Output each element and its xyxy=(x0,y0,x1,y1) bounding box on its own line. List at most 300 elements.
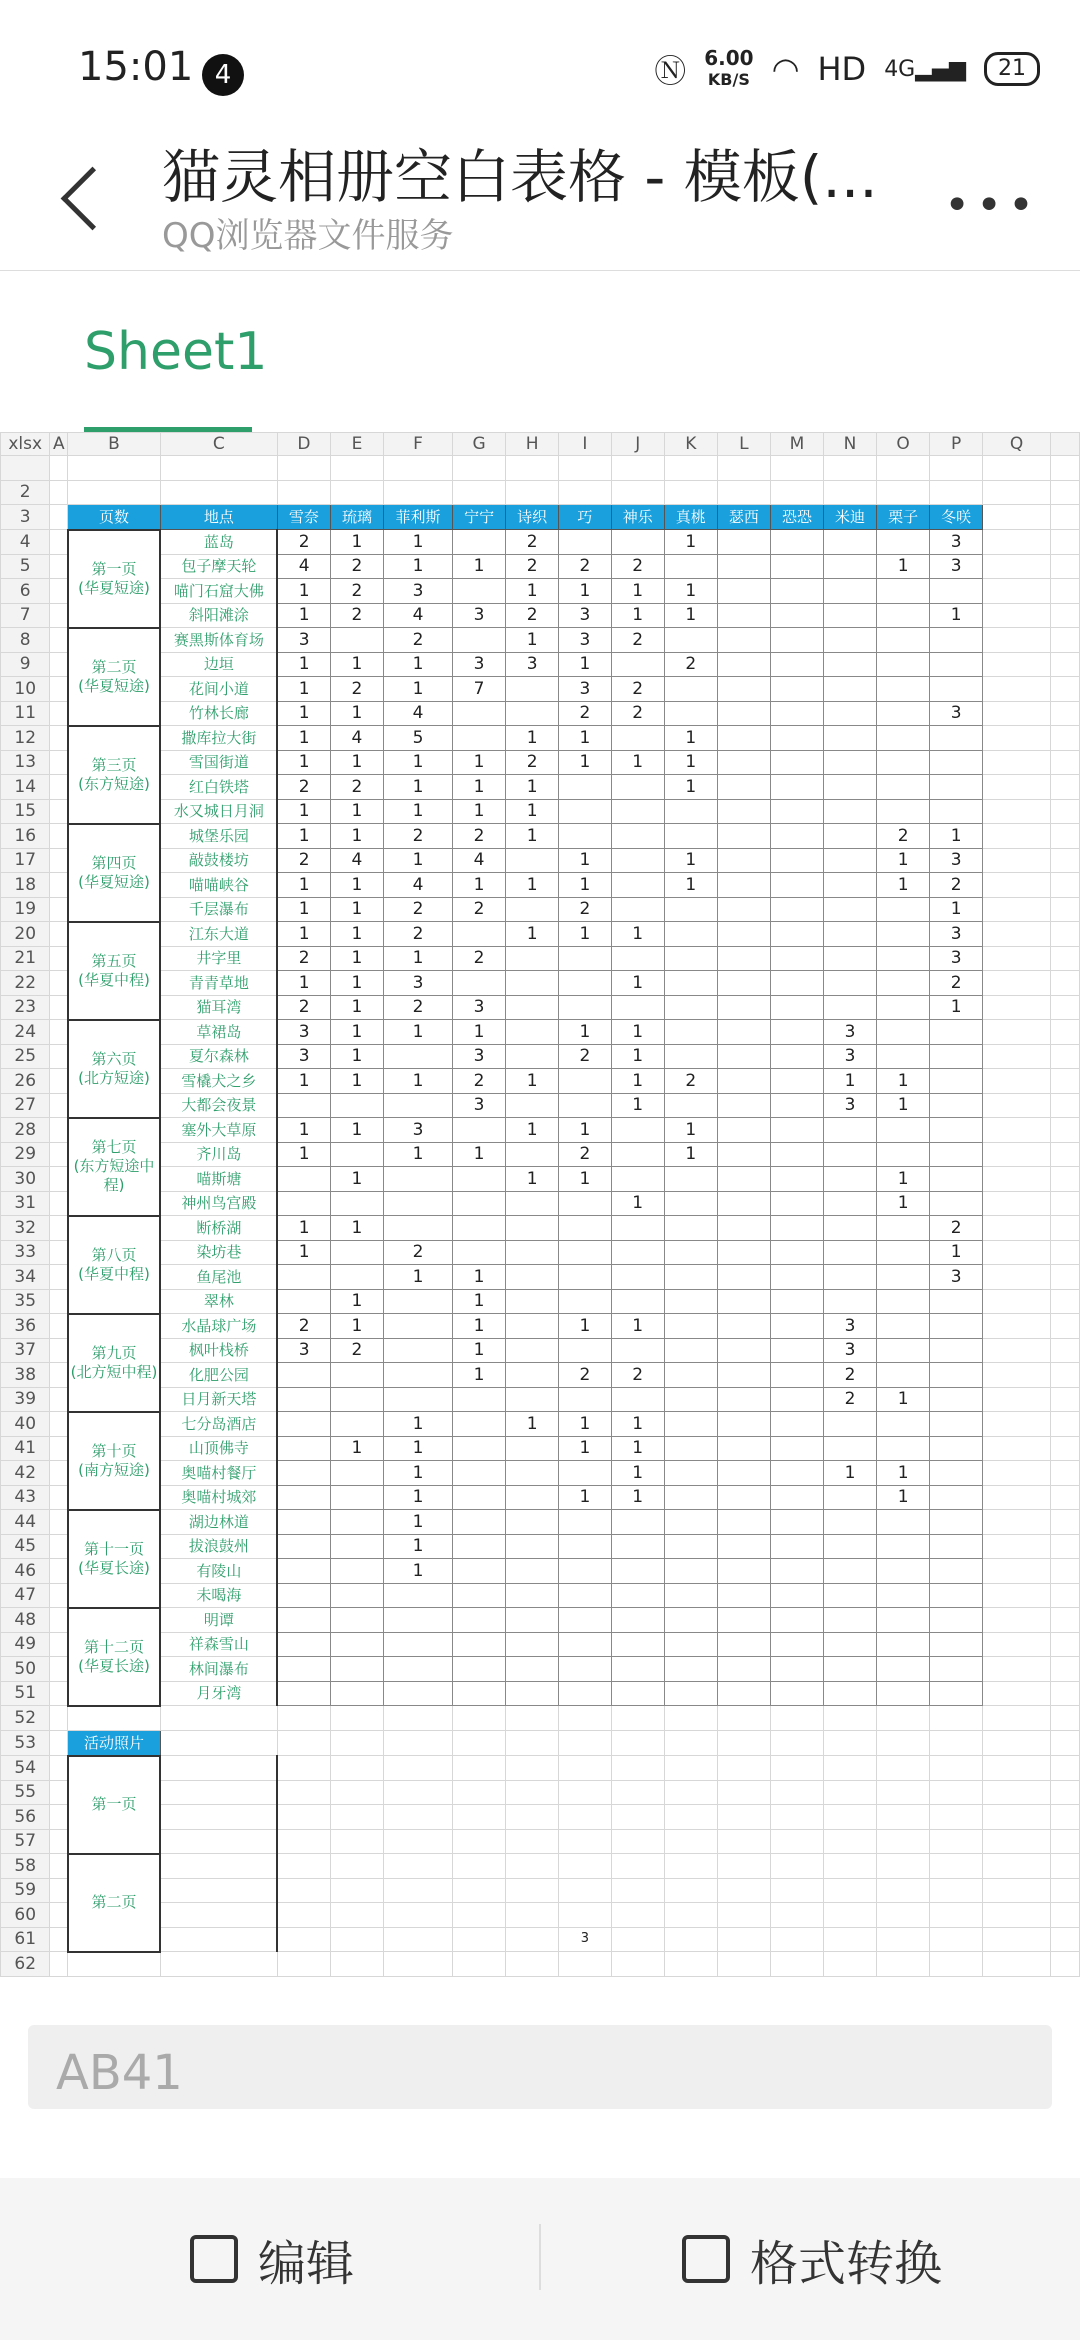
cell[interactable] xyxy=(383,1952,452,1977)
activity-photos-header[interactable]: 活动照片 xyxy=(68,1731,161,1756)
value-cell[interactable] xyxy=(559,1608,611,1633)
cell[interactable] xyxy=(1051,848,1080,873)
cell[interactable] xyxy=(160,1780,277,1805)
value-cell[interactable] xyxy=(823,775,876,800)
value-cell[interactable]: 1 xyxy=(611,1412,664,1437)
column-header[interactable]: J xyxy=(611,433,664,456)
location-cell[interactable]: 大都会夜景 xyxy=(160,1093,277,1118)
cell[interactable] xyxy=(559,1706,611,1731)
value-cell[interactable] xyxy=(277,1265,330,1290)
cell[interactable] xyxy=(68,1952,161,1977)
value-cell[interactable] xyxy=(559,1289,611,1314)
value-cell[interactable] xyxy=(559,1387,611,1412)
value-cell[interactable] xyxy=(383,1632,452,1657)
cell[interactable] xyxy=(50,1363,68,1388)
column-header[interactable]: Q xyxy=(983,433,1051,456)
value-cell[interactable] xyxy=(611,799,664,824)
value-cell[interactable] xyxy=(559,1338,611,1363)
column-header[interactable]: xlsx xyxy=(1,433,50,456)
cell-reference-box[interactable] xyxy=(28,2025,1052,2109)
cell[interactable] xyxy=(330,480,383,505)
value-cell[interactable]: 1 xyxy=(277,824,330,849)
value-cell[interactable]: 1 xyxy=(330,873,383,898)
value-cell[interactable] xyxy=(877,1338,930,1363)
cell[interactable] xyxy=(160,1731,277,1756)
value-cell[interactable] xyxy=(877,1142,930,1167)
back-arrow-icon[interactable] xyxy=(61,167,125,231)
value-cell[interactable] xyxy=(506,1510,559,1535)
value-cell[interactable]: 3 xyxy=(930,1265,983,1290)
cell[interactable] xyxy=(1051,1854,1080,1879)
value-cell[interactable]: 1 xyxy=(611,1485,664,1510)
cell[interactable] xyxy=(330,1731,383,1756)
cell[interactable] xyxy=(983,1020,1051,1045)
row-number[interactable]: 36 xyxy=(1,1314,50,1339)
row-number[interactable]: 3 xyxy=(1,505,50,530)
cell[interactable] xyxy=(50,1583,68,1608)
value-cell[interactable] xyxy=(823,1632,876,1657)
cell[interactable] xyxy=(930,1903,983,1928)
value-cell[interactable] xyxy=(717,799,770,824)
value-cell[interactable]: 2 xyxy=(330,1338,383,1363)
cell[interactable] xyxy=(983,1069,1051,1094)
value-cell[interactable] xyxy=(717,701,770,726)
value-cell[interactable] xyxy=(717,775,770,800)
value-cell[interactable] xyxy=(506,1265,559,1290)
value-cell[interactable] xyxy=(823,873,876,898)
location-cell[interactable]: 喵门石窟大佛 xyxy=(160,579,277,604)
row-number[interactable]: 22 xyxy=(1,971,50,996)
cell[interactable] xyxy=(506,1927,559,1952)
cell[interactable] xyxy=(611,1878,664,1903)
row-number[interactable]: 41 xyxy=(1,1436,50,1461)
cell[interactable] xyxy=(50,554,68,579)
cell[interactable] xyxy=(453,480,506,505)
value-cell[interactable] xyxy=(877,1608,930,1633)
cell[interactable] xyxy=(453,1731,506,1756)
value-cell[interactable] xyxy=(717,1534,770,1559)
value-cell[interactable] xyxy=(330,1363,383,1388)
value-cell[interactable]: 2 xyxy=(383,1240,452,1265)
value-cell[interactable] xyxy=(611,1387,664,1412)
value-cell[interactable] xyxy=(930,1314,983,1339)
value-cell[interactable] xyxy=(330,1681,383,1706)
value-cell[interactable]: 5 xyxy=(383,726,452,751)
cell[interactable] xyxy=(877,1829,930,1854)
cell[interactable] xyxy=(823,1903,876,1928)
page-group-label[interactable]: 第十一页 (华夏长途) xyxy=(68,1510,161,1608)
value-cell[interactable] xyxy=(506,848,559,873)
value-cell[interactable] xyxy=(930,726,983,751)
value-cell[interactable] xyxy=(717,677,770,702)
cell[interactable] xyxy=(277,1756,330,1781)
value-cell[interactable] xyxy=(877,1657,930,1682)
row-number[interactable]: 56 xyxy=(1,1805,50,1830)
value-cell[interactable]: 3 xyxy=(453,603,506,628)
value-cell[interactable] xyxy=(823,701,876,726)
value-cell[interactable] xyxy=(611,824,664,849)
cell[interactable] xyxy=(983,603,1051,628)
cell[interactable] xyxy=(50,1485,68,1510)
value-cell[interactable] xyxy=(930,1632,983,1657)
value-cell[interactable]: 1 xyxy=(559,922,611,947)
value-cell[interactable] xyxy=(664,1632,717,1657)
cell[interactable] xyxy=(1051,1485,1080,1510)
cell[interactable] xyxy=(1051,1363,1080,1388)
cell[interactable] xyxy=(453,1927,506,1952)
cell[interactable] xyxy=(160,1829,277,1854)
value-cell[interactable]: 1 xyxy=(383,1510,452,1535)
value-cell[interactable] xyxy=(559,1069,611,1094)
cell[interactable] xyxy=(50,995,68,1020)
location-cell[interactable]: 千层瀑布 xyxy=(160,897,277,922)
cell[interactable] xyxy=(664,1756,717,1781)
value-cell[interactable]: 1 xyxy=(611,922,664,947)
value-cell[interactable]: 1 xyxy=(277,701,330,726)
value-cell[interactable]: 2 xyxy=(453,946,506,971)
value-cell[interactable] xyxy=(823,848,876,873)
value-cell[interactable] xyxy=(330,1142,383,1167)
cell[interactable] xyxy=(770,1756,823,1781)
value-cell[interactable]: 1 xyxy=(559,579,611,604)
value-cell[interactable]: 1 xyxy=(664,579,717,604)
value-cell[interactable] xyxy=(506,1289,559,1314)
column-title[interactable]: 米迪 xyxy=(823,505,876,530)
value-cell[interactable] xyxy=(877,677,930,702)
value-cell[interactable] xyxy=(877,1044,930,1069)
value-cell[interactable] xyxy=(664,1289,717,1314)
value-cell[interactable] xyxy=(770,726,823,751)
location-cell[interactable]: 奥喵村城郊 xyxy=(160,1485,277,1510)
cell[interactable] xyxy=(559,1731,611,1756)
location-cell[interactable]: 拔浪鼓州 xyxy=(160,1534,277,1559)
cell[interactable] xyxy=(770,1829,823,1854)
value-cell[interactable] xyxy=(770,1020,823,1045)
value-cell[interactable] xyxy=(717,628,770,653)
cell[interactable] xyxy=(160,1854,277,1879)
cell[interactable] xyxy=(383,1756,452,1781)
value-cell[interactable] xyxy=(664,1216,717,1241)
column-title[interactable]: 雪奈 xyxy=(277,505,330,530)
value-cell[interactable] xyxy=(506,1142,559,1167)
value-cell[interactable] xyxy=(717,1583,770,1608)
value-cell[interactable]: 1 xyxy=(453,1020,506,1045)
cell[interactable] xyxy=(983,1142,1051,1167)
value-cell[interactable]: 3 xyxy=(559,677,611,702)
value-cell[interactable] xyxy=(453,1510,506,1535)
cell[interactable] xyxy=(983,726,1051,751)
value-cell[interactable] xyxy=(664,1485,717,1510)
cell[interactable] xyxy=(50,775,68,800)
cell[interactable] xyxy=(983,1534,1051,1559)
value-cell[interactable] xyxy=(930,1657,983,1682)
value-cell[interactable]: 1 xyxy=(877,1387,930,1412)
location-cell[interactable]: 喵斯塘 xyxy=(160,1167,277,1192)
value-cell[interactable]: 1 xyxy=(611,1436,664,1461)
location-cell[interactable]: 鱼尾池 xyxy=(160,1265,277,1290)
value-cell[interactable]: 1 xyxy=(277,603,330,628)
cell[interactable] xyxy=(983,677,1051,702)
value-cell[interactable] xyxy=(877,1363,930,1388)
value-cell[interactable] xyxy=(770,1510,823,1535)
value-cell[interactable] xyxy=(664,1338,717,1363)
value-cell[interactable] xyxy=(506,1363,559,1388)
value-cell[interactable]: 1 xyxy=(877,1093,930,1118)
value-cell[interactable]: 1 xyxy=(506,726,559,751)
value-cell[interactable]: 1 xyxy=(277,1240,330,1265)
cell[interactable] xyxy=(50,799,68,824)
value-cell[interactable]: 1 xyxy=(664,530,717,555)
cell[interactable] xyxy=(50,726,68,751)
value-cell[interactable]: 2 xyxy=(664,1069,717,1094)
cell[interactable] xyxy=(1051,971,1080,996)
cell[interactable] xyxy=(50,1510,68,1535)
cell[interactable] xyxy=(770,1903,823,1928)
cell[interactable] xyxy=(611,1952,664,1977)
value-cell[interactable]: 2 xyxy=(453,897,506,922)
value-cell[interactable] xyxy=(664,1608,717,1633)
column-header[interactable]: F xyxy=(383,433,452,456)
cell[interactable] xyxy=(823,1878,876,1903)
value-cell[interactable] xyxy=(823,1216,876,1241)
value-cell[interactable] xyxy=(664,1314,717,1339)
location-cell[interactable]: 祥森雪山 xyxy=(160,1632,277,1657)
value-cell[interactable]: 1 xyxy=(383,1265,452,1290)
cell[interactable] xyxy=(453,1780,506,1805)
value-cell[interactable] xyxy=(877,1216,930,1241)
cell[interactable] xyxy=(277,1927,330,1952)
value-cell[interactable] xyxy=(664,701,717,726)
cell[interactable] xyxy=(559,1878,611,1903)
value-cell[interactable] xyxy=(717,1657,770,1682)
cell[interactable] xyxy=(717,1903,770,1928)
value-cell[interactable] xyxy=(453,1167,506,1192)
location-cell[interactable]: 江东大道 xyxy=(160,922,277,947)
value-cell[interactable] xyxy=(453,1436,506,1461)
value-cell[interactable] xyxy=(717,1093,770,1118)
row-number[interactable]: 7 xyxy=(1,603,50,628)
value-cell[interactable] xyxy=(930,1363,983,1388)
value-cell[interactable] xyxy=(823,1265,876,1290)
cell[interactable] xyxy=(930,1731,983,1756)
value-cell[interactable] xyxy=(277,1461,330,1486)
value-cell[interactable] xyxy=(453,579,506,604)
row-number[interactable]: 57 xyxy=(1,1829,50,1854)
value-cell[interactable] xyxy=(453,628,506,653)
value-cell[interactable]: 1 xyxy=(611,603,664,628)
cell[interactable] xyxy=(664,1854,717,1879)
value-cell[interactable] xyxy=(823,1583,876,1608)
cell[interactable] xyxy=(611,1829,664,1854)
value-cell[interactable]: 3 xyxy=(930,530,983,555)
cell[interactable] xyxy=(983,1216,1051,1241)
column-header[interactable]: E xyxy=(330,433,383,456)
value-cell[interactable] xyxy=(877,603,930,628)
value-cell[interactable]: 1 xyxy=(930,995,983,1020)
cell[interactable] xyxy=(717,1756,770,1781)
value-cell[interactable] xyxy=(277,1485,330,1510)
value-cell[interactable]: 1 xyxy=(277,971,330,996)
cell[interactable] xyxy=(770,1927,823,1952)
cell[interactable] xyxy=(1051,1142,1080,1167)
value-cell[interactable] xyxy=(611,530,664,555)
cell[interactable] xyxy=(506,480,559,505)
cell[interactable] xyxy=(877,456,930,481)
cell[interactable] xyxy=(1051,1756,1080,1781)
location-cell[interactable]: 边垣 xyxy=(160,652,277,677)
location-cell[interactable]: 齐川岛 xyxy=(160,1142,277,1167)
edit-button[interactable] xyxy=(190,2224,354,2294)
value-cell[interactable]: 1 xyxy=(330,1289,383,1314)
value-cell[interactable]: 1 xyxy=(559,848,611,873)
value-cell[interactable]: 3 xyxy=(823,1338,876,1363)
location-cell[interactable]: 斜阳滩涂 xyxy=(160,603,277,628)
value-cell[interactable] xyxy=(823,1289,876,1314)
value-cell[interactable] xyxy=(330,1387,383,1412)
value-cell[interactable] xyxy=(559,1559,611,1584)
location-cell[interactable]: 断桥湖 xyxy=(160,1216,277,1241)
value-cell[interactable] xyxy=(823,628,876,653)
value-cell[interactable] xyxy=(453,1191,506,1216)
value-cell[interactable]: 1 xyxy=(559,1020,611,1045)
page-group-label[interactable]: 第五页 (华夏中程) xyxy=(68,922,161,1020)
value-cell[interactable] xyxy=(611,848,664,873)
value-cell[interactable]: 1 xyxy=(277,922,330,947)
value-cell[interactable] xyxy=(506,1559,559,1584)
cell[interactable] xyxy=(506,1829,559,1854)
value-cell[interactable] xyxy=(453,726,506,751)
cell[interactable] xyxy=(277,1952,330,1977)
cell[interactable] xyxy=(823,1854,876,1879)
value-cell[interactable] xyxy=(770,1632,823,1657)
column-title[interactable]: 诗织 xyxy=(506,505,559,530)
cell[interactable] xyxy=(50,922,68,947)
value-cell[interactable] xyxy=(717,946,770,971)
value-cell[interactable] xyxy=(823,750,876,775)
value-cell[interactable]: 1 xyxy=(506,922,559,947)
value-cell[interactable] xyxy=(717,897,770,922)
location-cell[interactable]: 雪橇犬之乡 xyxy=(160,1069,277,1094)
value-cell[interactable]: 1 xyxy=(506,775,559,800)
cell[interactable] xyxy=(823,1706,876,1731)
row-number[interactable]: 29 xyxy=(1,1142,50,1167)
location-cell[interactable]: 七分岛酒店 xyxy=(160,1412,277,1437)
value-cell[interactable] xyxy=(770,603,823,628)
value-cell[interactable]: 2 xyxy=(559,1044,611,1069)
value-cell[interactable] xyxy=(770,1608,823,1633)
cell[interactable] xyxy=(664,1805,717,1830)
value-cell[interactable] xyxy=(770,652,823,677)
page-group-label[interactable]: 第一页 (华夏短途) xyxy=(68,530,161,628)
column-title[interactable]: 宁宁 xyxy=(453,505,506,530)
cell[interactable] xyxy=(50,1927,68,1952)
value-cell[interactable] xyxy=(823,1118,876,1143)
value-cell[interactable]: 1 xyxy=(559,652,611,677)
cell[interactable] xyxy=(453,1854,506,1879)
location-cell[interactable]: 城堡乐园 xyxy=(160,824,277,849)
cell[interactable] xyxy=(1051,456,1080,481)
value-cell[interactable] xyxy=(930,1191,983,1216)
value-cell[interactable] xyxy=(823,922,876,947)
row-number[interactable]: 11 xyxy=(1,701,50,726)
value-cell[interactable] xyxy=(770,1485,823,1510)
column-header[interactable]: O xyxy=(877,433,930,456)
value-cell[interactable] xyxy=(770,946,823,971)
cell[interactable] xyxy=(383,1927,452,1952)
cell[interactable] xyxy=(1051,1069,1080,1094)
cell[interactable] xyxy=(983,873,1051,898)
row-number[interactable] xyxy=(1,456,50,481)
value-cell[interactable]: 1 xyxy=(664,1142,717,1167)
cell[interactable] xyxy=(50,1314,68,1339)
value-cell[interactable] xyxy=(717,1265,770,1290)
cell[interactable] xyxy=(983,1583,1051,1608)
cell[interactable] xyxy=(50,1731,68,1756)
value-cell[interactable]: 1 xyxy=(330,1118,383,1143)
value-cell[interactable] xyxy=(453,1583,506,1608)
value-cell[interactable] xyxy=(611,1240,664,1265)
cell[interactable] xyxy=(983,652,1051,677)
value-cell[interactable] xyxy=(559,799,611,824)
value-cell[interactable] xyxy=(770,1681,823,1706)
value-cell[interactable] xyxy=(611,726,664,751)
cell[interactable] xyxy=(50,505,68,530)
value-cell[interactable]: 1 xyxy=(330,995,383,1020)
value-cell[interactable]: 1 xyxy=(611,1093,664,1118)
cell[interactable] xyxy=(1051,1020,1080,1045)
value-cell[interactable]: 1 xyxy=(277,897,330,922)
cell[interactable] xyxy=(1051,652,1080,677)
cell[interactable] xyxy=(559,1780,611,1805)
cell[interactable] xyxy=(611,1731,664,1756)
cell[interactable] xyxy=(50,971,68,996)
row-number[interactable]: 35 xyxy=(1,1289,50,1314)
value-cell[interactable] xyxy=(559,530,611,555)
cell[interactable] xyxy=(1051,1583,1080,1608)
value-cell[interactable] xyxy=(717,1338,770,1363)
value-cell[interactable]: 1 xyxy=(664,873,717,898)
column-header[interactable]: H xyxy=(506,433,559,456)
row-number[interactable]: 25 xyxy=(1,1044,50,1069)
value-cell[interactable]: 3 xyxy=(383,1118,452,1143)
value-cell[interactable] xyxy=(664,1044,717,1069)
cell[interactable] xyxy=(1051,1878,1080,1903)
value-cell[interactable]: 2 xyxy=(330,775,383,800)
cell[interactable] xyxy=(983,1363,1051,1388)
value-cell[interactable] xyxy=(930,1044,983,1069)
value-cell[interactable] xyxy=(664,1167,717,1192)
cell[interactable] xyxy=(559,1854,611,1879)
cell[interactable] xyxy=(160,456,277,481)
cell[interactable] xyxy=(50,750,68,775)
cell[interactable] xyxy=(453,1903,506,1928)
cell[interactable] xyxy=(717,1952,770,1977)
value-cell[interactable]: 2 xyxy=(383,995,452,1020)
cell[interactable] xyxy=(160,1903,277,1928)
value-cell[interactable] xyxy=(877,897,930,922)
value-cell[interactable]: 1 xyxy=(506,824,559,849)
value-cell[interactable]: 1 xyxy=(330,946,383,971)
value-cell[interactable] xyxy=(453,530,506,555)
value-cell[interactable]: 1 xyxy=(506,628,559,653)
cell[interactable] xyxy=(1051,1731,1080,1756)
cell[interactable] xyxy=(717,1854,770,1879)
cell[interactable] xyxy=(983,1878,1051,1903)
value-cell[interactable]: 1 xyxy=(330,1069,383,1094)
row-number[interactable]: 53 xyxy=(1,1731,50,1756)
value-cell[interactable] xyxy=(770,1436,823,1461)
value-cell[interactable] xyxy=(877,1681,930,1706)
